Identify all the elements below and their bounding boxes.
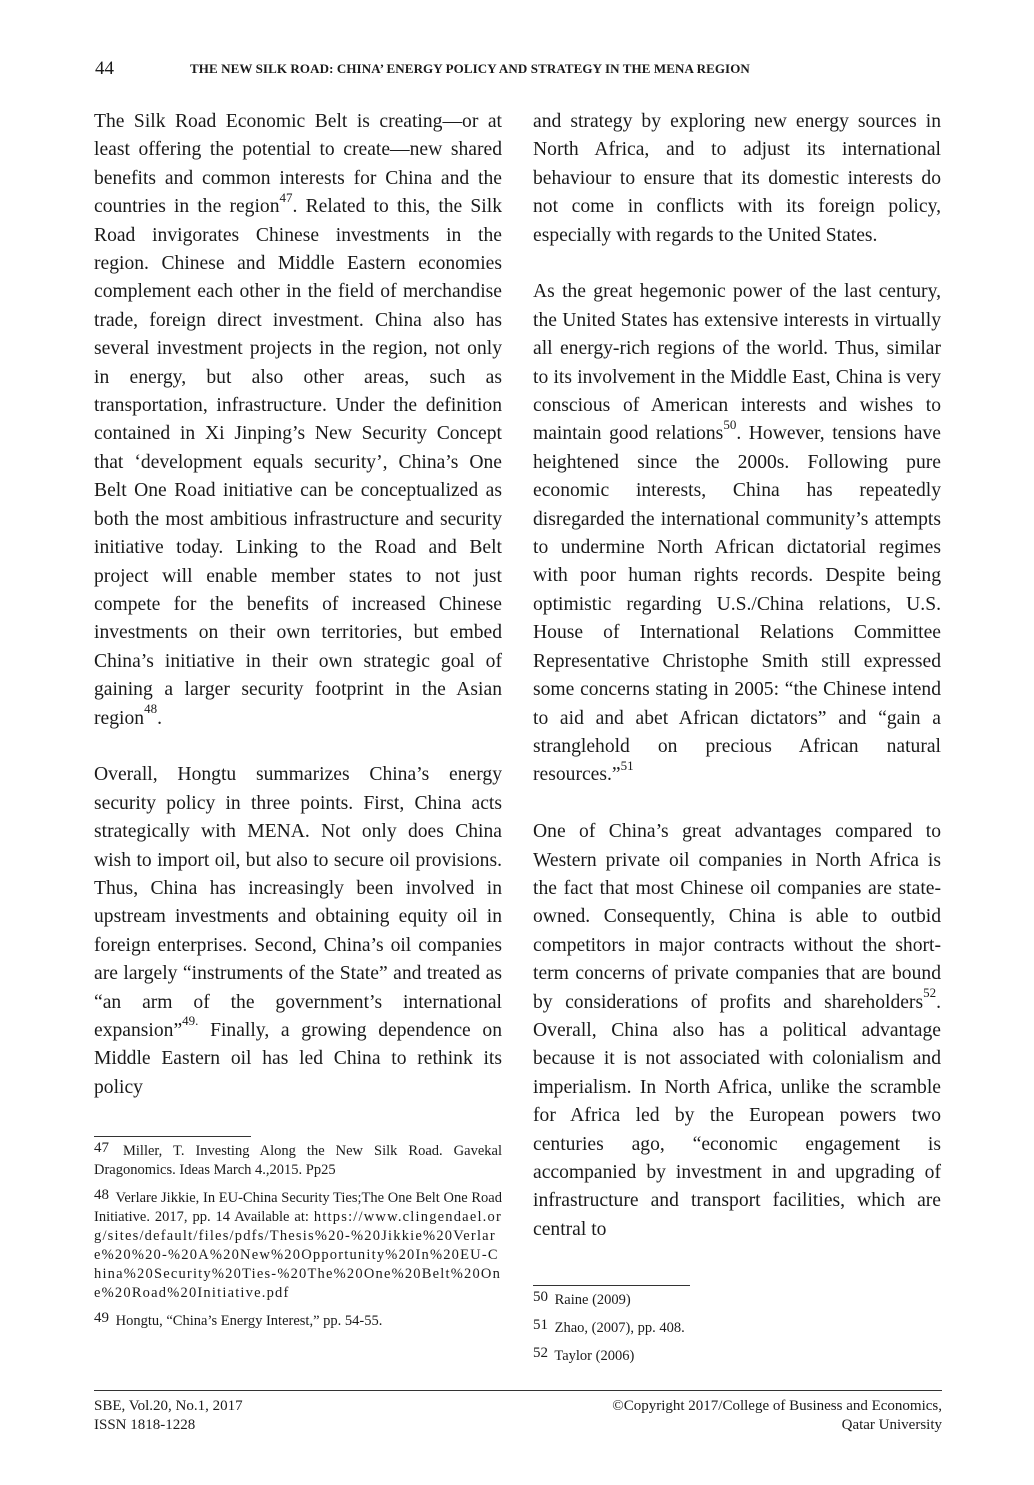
footnote: 47 Miller, T. Investing Along the New Silk Road. Gavekal Dragonomics. Ideas March 4.,2015. Pp25 [94, 1140, 502, 1178]
footnote-ref[interactable]: 50 [723, 416, 737, 432]
footnote-ref[interactable]: 48 [144, 701, 158, 716]
footnote-link[interactable]: https://www.clingendael.org/sites/default/files/pdfs/Thesis%20-%20Jikkie%20Verlare%20%20-%20A%20New%20Opportunity%20In%20EU-China%20Security%20Ties-%20The%20One%20Belt%20One%20Road%20Initiative.pdf [94, 1209, 502, 1301]
paragraph: One of China’s great advantages compared to Western private oil companies in North Africa is the fact that most Chinese oil companies are state-owned. Consequently, China is able to outbid competitors in major contracts without the short-term concerns of private companies that are bound by considerations of profits and shareholders$^{52}$. Overall, China also has a political advantage because it is not associated with colonialism and imperialism. In North Africa, unlike the scramble for Africa led by the European powers two centuries ago, “economic engagement is accompanied by investment in and upgrading of infrastructure and transport facilities, which are central to [533, 821, 941, 1240]
running-title: THE NEW SILK ROAD: CHINA’ ENERGY POLICY AND STRATEGY IN THE MENA REGION [190, 61, 750, 76]
footnote-number: 48 [94, 1187, 109, 1203]
journal-info: SBE, Vol.20, No.1, 2017 [94, 1398, 243, 1414]
footnote-number: 52 [533, 1345, 548, 1361]
footer-divider [94, 1390, 942, 1391]
footer-right [612, 1397, 942, 1435]
footnote-number: 49 [94, 1310, 109, 1326]
paragraph: Overall, Hongtu summarizes China’s energy security policy in three points. First, China acts strategically with MENA. Not only does China wish to import oil, but also to secure oil provisions. Thus, China has increasingly been involved in upstream investments and obtaining equity oil in foreign enterprises. Second, China’s oil companies are largely “instruments of the State” and treated as “an arm of the government’s international expansion”$^{49.}$ Finally, a growing dependence on Middle Eastern oil has led China to rethink its policy [94, 764, 502, 1098]
left-column [94, 108, 502, 1102]
paragraph: and strategy by exploring new energy sources in North Africa, and to adjust its international behaviour to ensure that its domestic interests do not come in conflicts with its foreign policy, especially with regards to the United States. [533, 111, 941, 246]
institution: Qatar University [841, 1417, 942, 1433]
paragraph: The Silk Road Economic Belt is creating—or at least offering the potential to create—new shared benefits and common interests for China and the countries in the region$^{47}$. Related to this, the Silk Road invigorates Chinese investments in the region. Chinese and Middle Eastern economies complement each other in the field of merchandise trade, foreign direct investment. China also has several investment projects in the region, not only in energy, but also other areas, such as transportation, infrastructure. Under the definition contained in Xi Jinping’s New Security Concept that ‘development equals security’, China’s One Belt One Road initiative can be conceptualized as both the most ambitious infrastructure and security initiative today. Linking to the Road and Belt project will enable member states to not just compete for the benefits of increased Chinese investments on their own territories, but embed China’s initiative in their own strategic goal of gaining a larger security footprint in the Asian region$^{48}$. [94, 111, 502, 729]
right-column [533, 108, 941, 1244]
footnotes-right [533, 1285, 941, 1372]
footnote-number: 51 [533, 1317, 548, 1333]
footnote: 51 Zhao, (2007), pp. 408. [533, 1317, 685, 1336]
footer-left [94, 1397, 243, 1435]
footnote-number: 50 [533, 1289, 548, 1305]
copyright: ©Copyright 2017/College of Business and Economics, [612, 1398, 942, 1414]
footnote-ref[interactable]: 47 [279, 189, 293, 205]
footnote-ref[interactable]: 52 [923, 985, 937, 1001]
footnote-divider [533, 1285, 690, 1286]
footnote: 52 Taylor (2006) [533, 1345, 635, 1364]
issn: ISSN 1818-1228 [94, 1417, 196, 1433]
footnote-ref[interactable]: 49. [182, 1013, 199, 1029]
footnote-divider [94, 1136, 251, 1137]
footnote: 48 Verlare Jikkie, In EU-China Security Ties;The One Belt One Road Initiative. 2017, pp. 14 Available at: https://www.clingendael.org/sites/default/files/pdfs/Thesis%20-%20Jikkie%20Verlare%20%20-%20A%20New%20Opportunity%20In%20EU-China%20Security%20Ties-%20The%20One%20Belt%20One%20Road%20Initiative.pdf [94, 1187, 502, 1301]
paragraph: As the great hegemonic power of the last century, the United States has extensive interests in virtually all energy-rich regions of the world. Thus, similar to its involvement in the Middle East, China is very conscious of American interests and wishes to maintain good relations$^{50}$. However, tensions have heightened since the 2000s. Following pure economic interests, China has repeatedly disregarded the international community’s attempts to undermine North African dictatorial regimes with poor human rights records. Despite being optimistic regarding U.S./China relations, U.S. House of International Relations Committee Representative Christophe Smith still expressed some concerns stating in 2005: “the Chinese intend to aid and abet African dictators” and “gain a stranglehold on precious African natural resources.”$^{51}$ [533, 281, 941, 786]
footnote: 50 Raine (2009) [533, 1289, 631, 1308]
footnote-number: 47 [94, 1140, 109, 1156]
footnotes-left [94, 1136, 502, 1337]
footnote: 49 Hongtu, “China’s Energy Interest,” pp. 54-55. [94, 1310, 383, 1329]
footnote-ref[interactable]: 51 [620, 757, 634, 773]
page-number: 44 [95, 58, 114, 79]
